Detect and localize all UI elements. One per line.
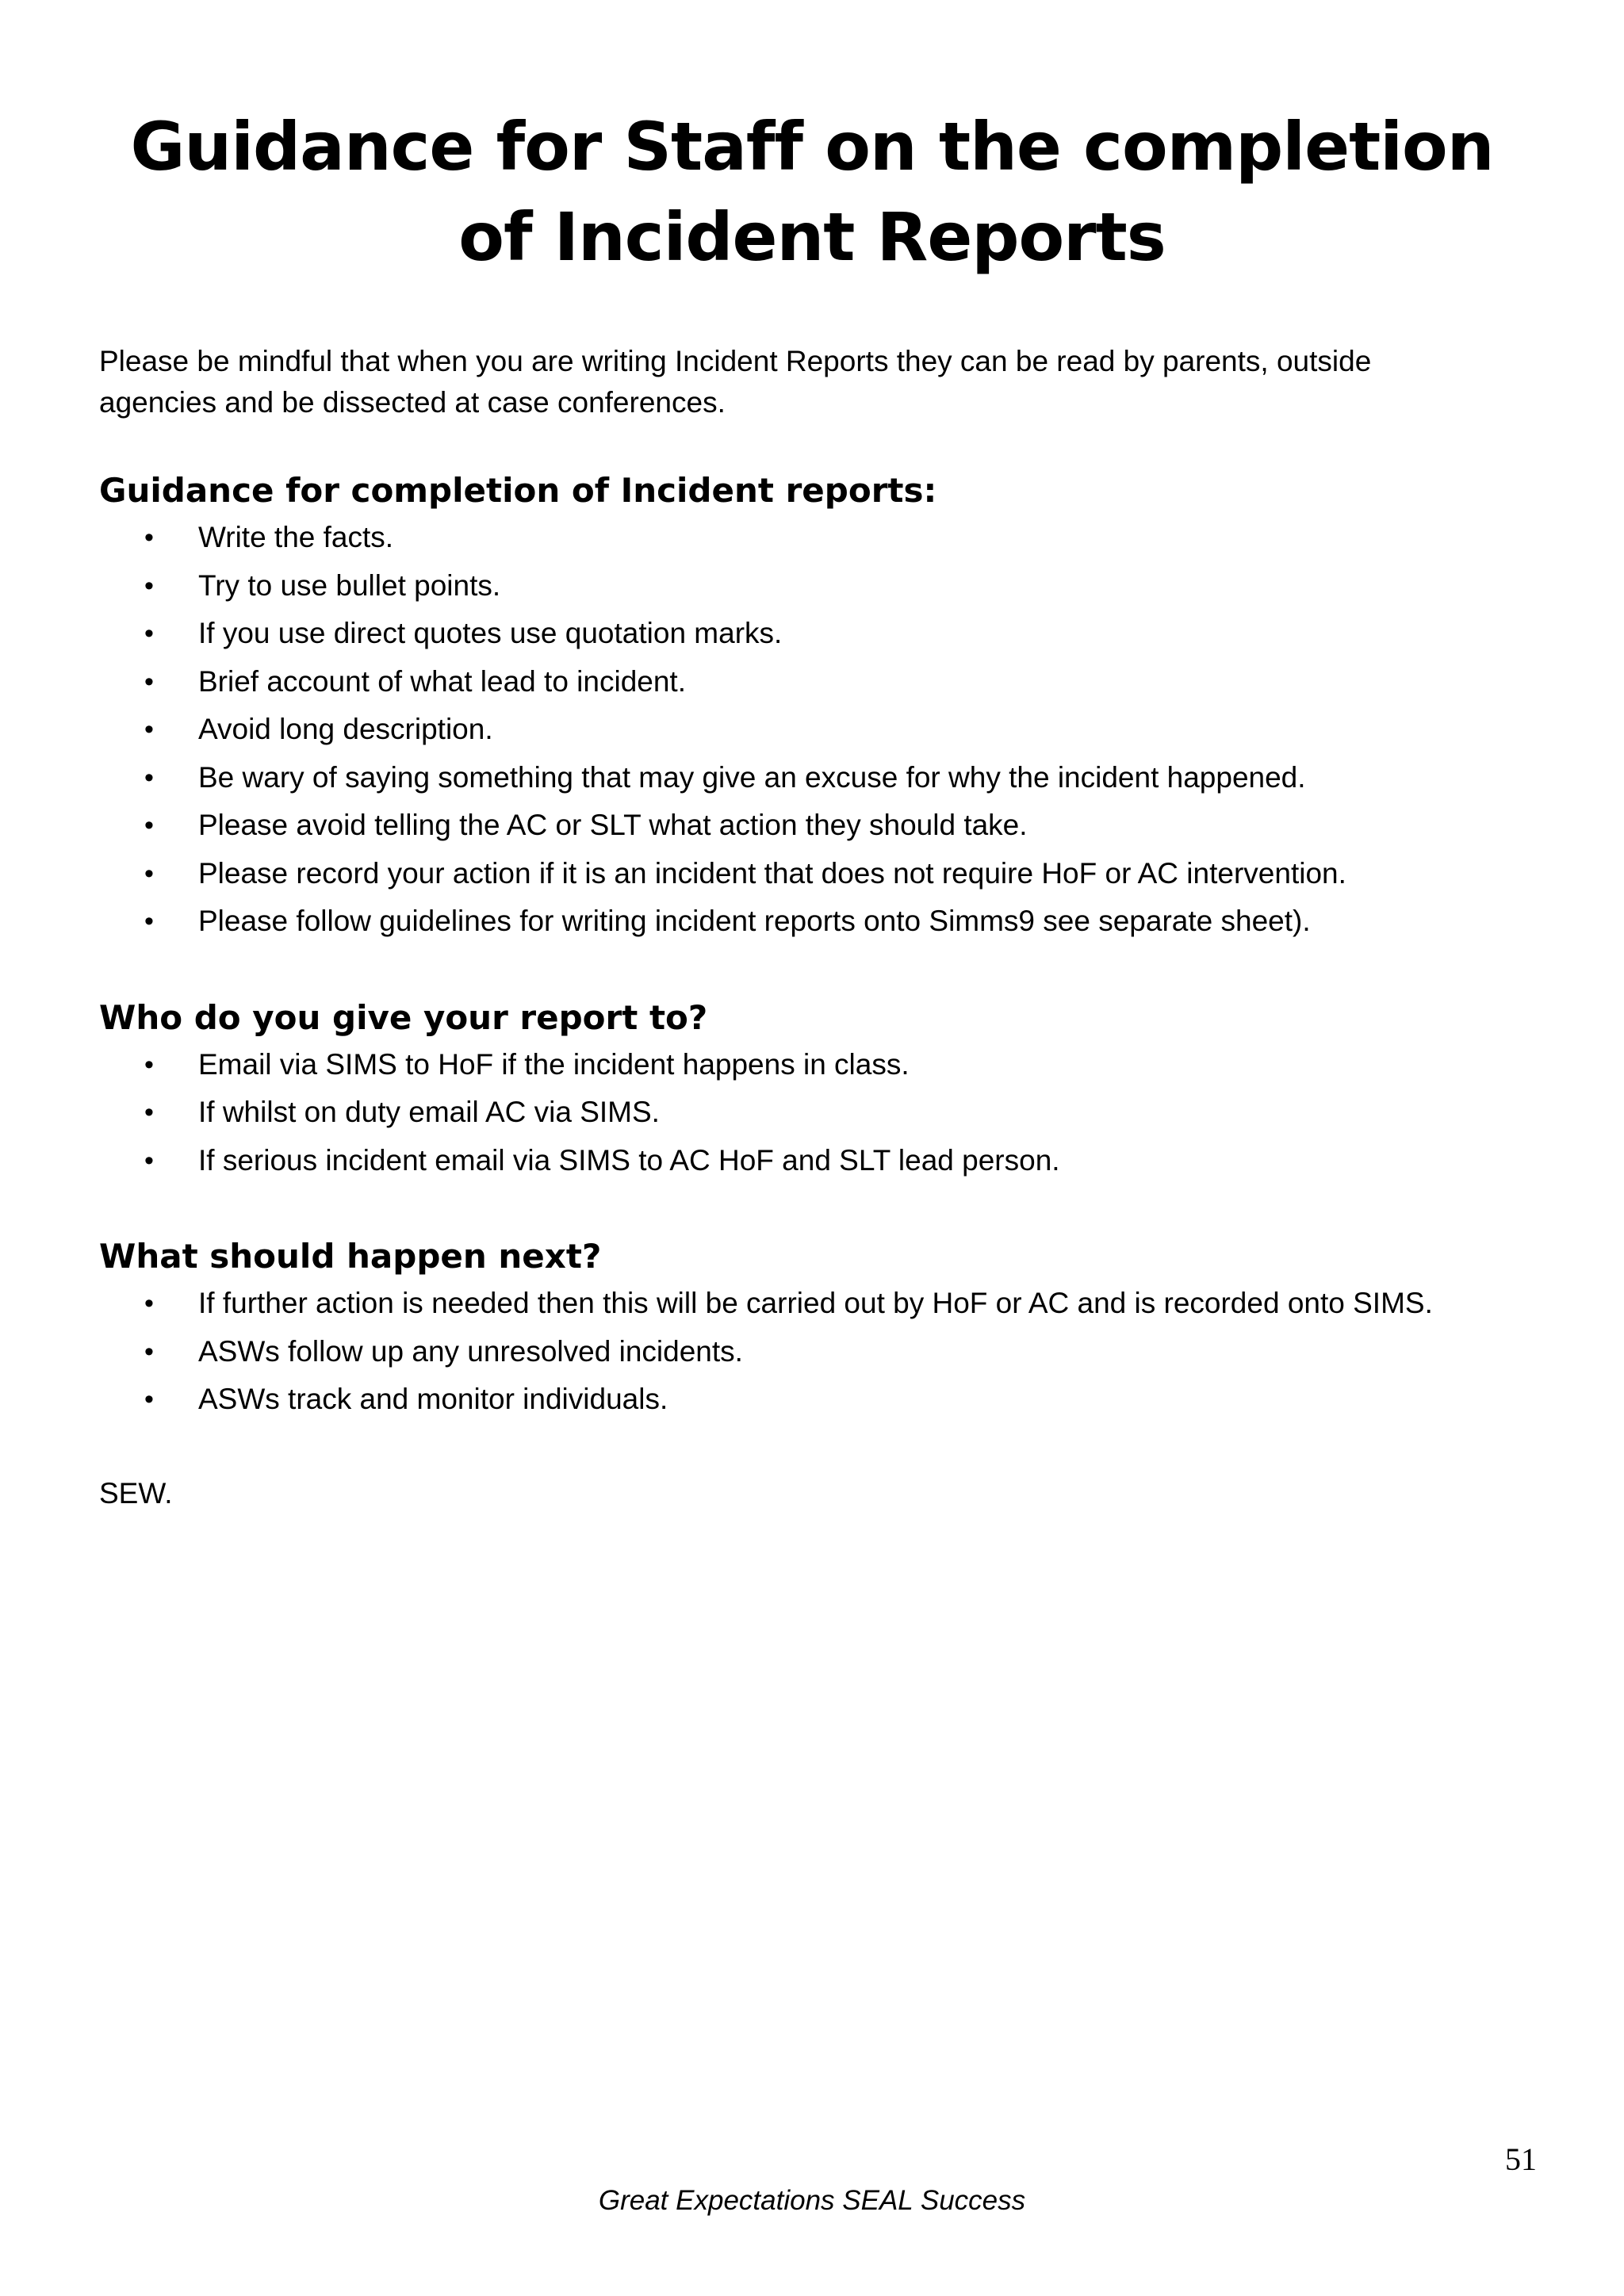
bullet-icon: • [144,1145,154,1176]
intro-paragraph [99,341,1542,423]
list-item [99,1089,1542,1137]
list-item [99,1137,1542,1185]
section-guidance [99,468,1542,946]
list-item-text: Avoid long description. [198,713,493,745]
list-item-text: Please avoid telling the AC or SLT what action they should take. [198,809,1028,841]
list-item [99,1376,1542,1424]
bullet-icon: • [144,570,154,601]
section-heading-guidance: Guidance for completion of Incident reports: [99,471,937,510]
list-item-text: If you use direct quotes use quotation marks. [198,617,783,649]
list-item [99,897,1542,946]
page-title [0,101,1624,282]
list-item [99,1041,1542,1089]
bullet-icon: • [144,810,154,840]
intro-line-1: Please be mindful that when you are writing Incident Reports they can be read by parents, outside [99,345,1372,377]
list-item [99,1280,1542,1328]
bullet-icon: • [144,1097,154,1127]
signoff: SEW. [99,1476,173,1510]
list-item-text: If serious incident email via SIMS to AC HoF and SLT lead person. [198,1143,1060,1177]
page-title-line-1: Guidance for Staff on the completion [130,108,1494,186]
list-item [99,850,1542,898]
bullet-icon: • [144,1049,154,1080]
bullet-icon: • [144,1384,154,1414]
list-item [99,610,1542,658]
list-item-text: If whilst on duty email AC via SIMS. [198,1096,660,1128]
bullet-icon: • [144,858,154,889]
list-item-text: Be wary of saying something that may give an excuse for why the incident happened. [198,760,1306,794]
bullet-icon: • [144,618,154,649]
list-item-text: Try to use bullet points. [198,568,501,602]
bullet-list-guidance [99,514,1542,946]
bullet-icon: • [144,714,154,744]
page-title-line-2: of Incident Reports [458,198,1166,276]
list-item-text: ASWs follow up any unresolved incidents. [198,1334,743,1368]
list-item [99,562,1542,610]
list-item-text: Email via SIMS to HoF if the incident happens in class. [198,1047,910,1081]
bullet-icon: • [144,906,154,936]
footer-text: Great Expectations SEAL Success [598,2185,1026,2216]
bullet-list-who-to-give [99,1041,1542,1185]
section-heading-what-next: What should happen next? [99,1237,602,1276]
list-item-text: Write the facts. [198,521,394,553]
page-number: 51 [1505,2141,1537,2177]
section-who-to-give [99,995,1542,1185]
bullet-list-what-next [99,1280,1542,1424]
bullet-icon: • [144,762,154,793]
list-item [99,706,1542,754]
list-item [99,802,1542,850]
list-item [99,658,1542,706]
intro-line-2: agencies and be dissected at case conferences. [99,386,726,419]
bullet-icon: • [144,666,154,697]
list-item-text: Please follow guidelines for writing incident reports onto Simms9 see separate sheet). [198,905,1311,937]
bullet-icon: • [144,522,154,553]
section-heading-who-to-give: Who do you give your report to? [99,997,708,1037]
section-what-next [99,1234,1542,1424]
list-item [99,514,1542,562]
list-item-text: Brief account of what lead to incident. [198,664,686,698]
list-item [99,1328,1542,1376]
list-item [99,754,1542,802]
list-item-text: ASWs track and monitor individuals. [198,1383,668,1415]
bullet-icon: • [144,1336,154,1367]
bullet-icon: • [144,1288,154,1318]
document-body [99,341,1542,1514]
list-item-text: If further action is needed then this will be carried out by HoF or AC and is recorded onto SIMS. [198,1287,1433,1319]
list-item-text: Please record your action if it is an incident that does not require HoF or AC intervention. [198,856,1346,890]
